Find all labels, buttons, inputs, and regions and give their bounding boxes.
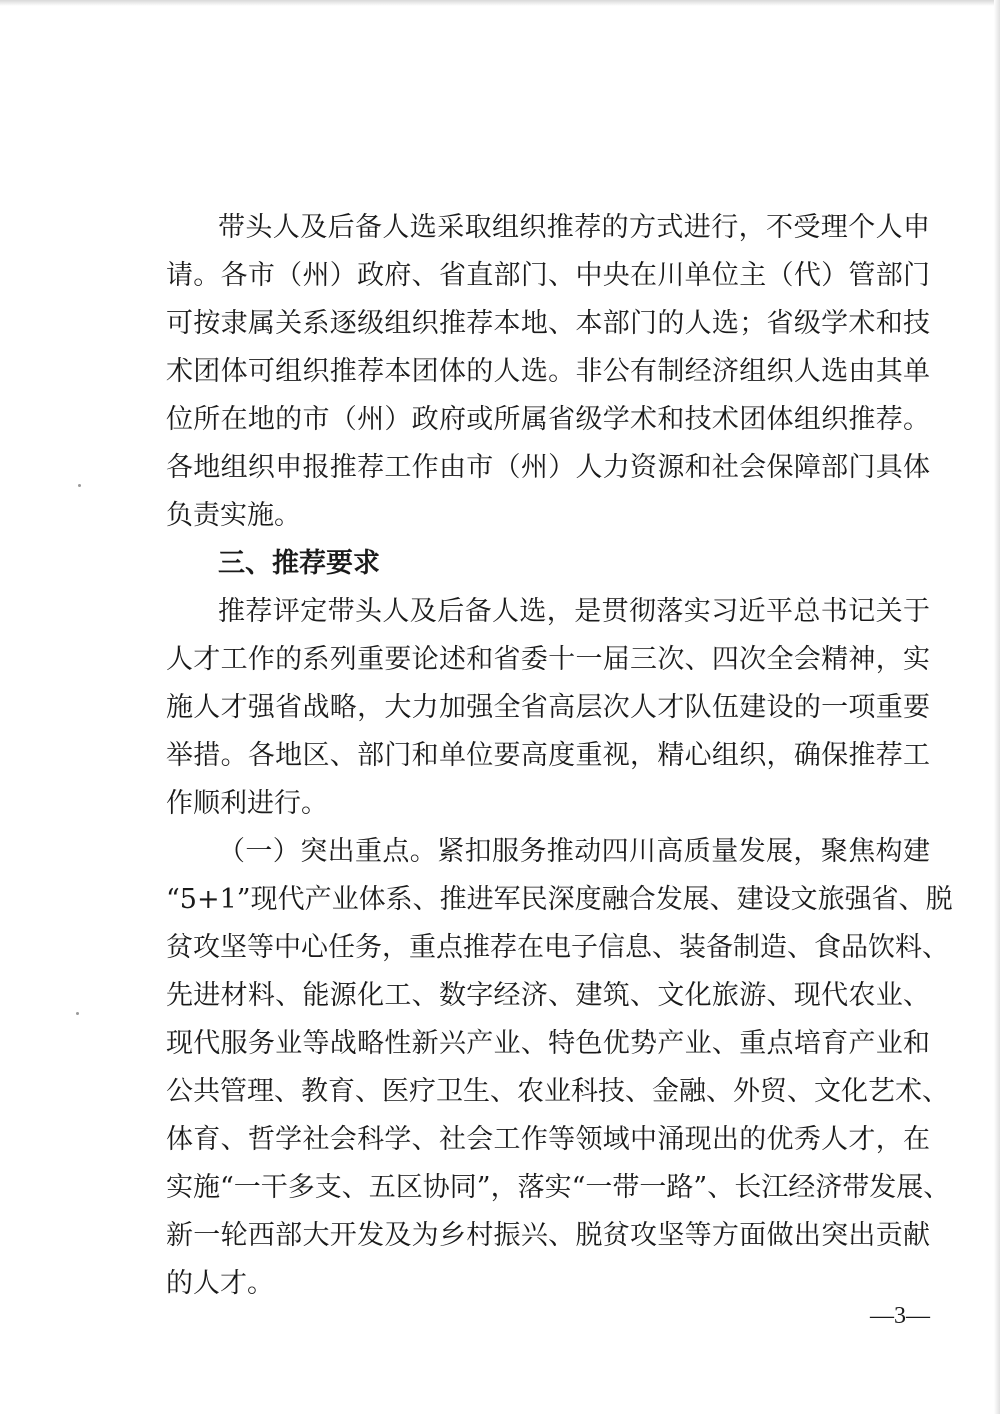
paragraph-line: 人才工作的系列重要论述和省委十一届三次、四次全会精神，实 <box>166 644 930 675</box>
paragraph-line: 可按隶属关系逐级组织推荐本地、本部门的人选；省级学术和技 <box>166 308 930 339</box>
paragraph-line: 举措。各地区、部门和单位要高度重视，精心组织，确保推荐工 <box>166 740 930 771</box>
paragraph-line: 带头人及后备人选采取组织推荐的方式进行，不受理个人申 <box>218 212 930 243</box>
paragraph-line: 术团体可组织推荐本团体的人选。非公有制经济组织人选由其单 <box>166 356 930 387</box>
paragraph-line: “5+1”现代产业体系、推进军民深度融合发展、建设文旅强省、脱 <box>166 884 953 915</box>
paragraph-line: 位所在地的市（州）政府或所属省级学术和技术团体组织推荐。 <box>166 404 930 435</box>
paragraph-line: 负责实施。 <box>166 500 301 531</box>
paragraph-line: 公共管理、教育、医疗卫生、农业科技、金融、外贸、文化艺术、 <box>166 1076 949 1107</box>
scan-edge-top <box>0 0 1000 6</box>
section-heading: 三、推荐要求 <box>218 548 380 579</box>
paragraph-line: 请。各市（州）政府、省直部门、中央在川单位主（代）管部门 <box>166 260 930 291</box>
paragraph-line: 作顺利进行。 <box>166 788 328 819</box>
paragraph-line: 推荐评定带头人及后备人选，是贯彻落实习近平总书记关于 <box>218 596 930 627</box>
paragraph-line: 体育、哲学社会科学、社会工作等领域中涌现出的优秀人才，在 <box>166 1124 930 1155</box>
paragraph-line: 贫攻坚等中心任务，重点推荐在电子信息、装备制造、食品饮料、 <box>166 932 949 963</box>
paragraph-line: 施人才强省战略，大力加强全省高层次人才队伍建设的一项重要 <box>166 692 930 723</box>
paragraph-line: 现代服务业等战略性新兴产业、特色优势产业、重点培育产业和 <box>166 1028 930 1059</box>
paragraph-line: 实施“一干多支、五区协同”，落实“一带一路”、长江经济带发展、 <box>166 1172 951 1203</box>
paragraph-line: 先进材料、能源化工、数字经济、建筑、文化旅游、现代农业、 <box>166 980 930 1011</box>
scan-speck <box>78 484 81 487</box>
page-number: —3— <box>870 1303 930 1329</box>
paragraph-line: 的人才。 <box>166 1268 274 1299</box>
scan-edge-right <box>994 0 1000 1414</box>
paragraph-line: （一）突出重点。紧扣服务推动四川高质量发展，聚焦构建 <box>218 836 930 867</box>
paragraph-line: 各地组织申报推荐工作由市（州）人力资源和社会保障部门具体 <box>166 452 930 483</box>
scan-speck <box>76 1012 79 1015</box>
paragraph-line: 新一轮西部大开发及为乡村振兴、脱贫攻坚等方面做出突出贡献 <box>166 1220 930 1251</box>
